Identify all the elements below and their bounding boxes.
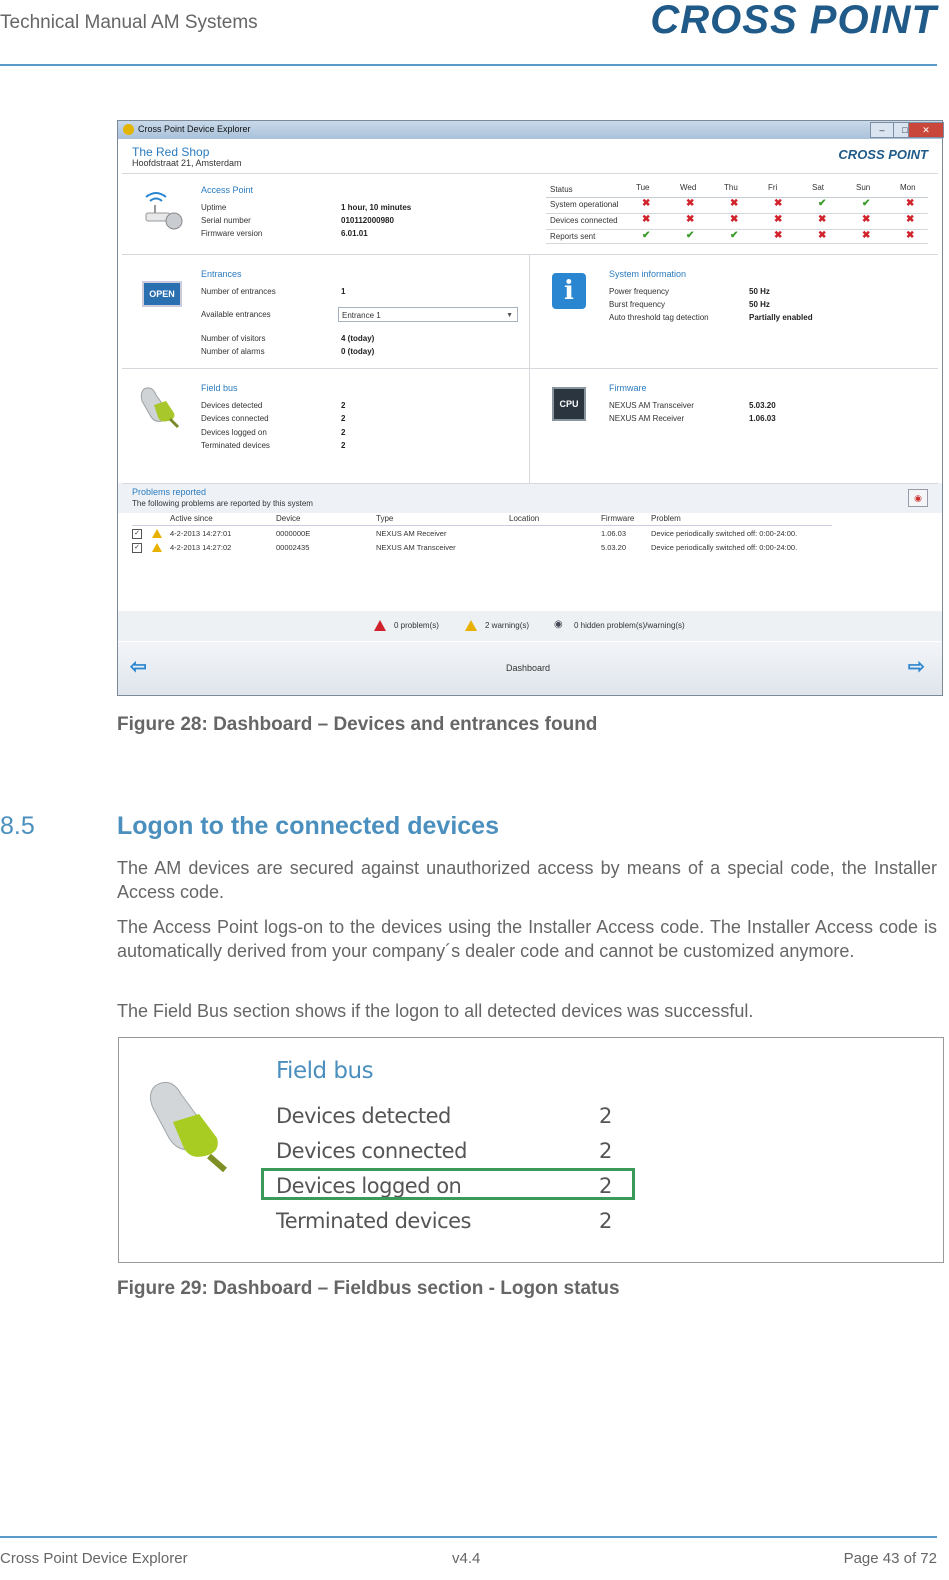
cross-icon: ✖ xyxy=(642,214,651,225)
entrances-title: Entrances xyxy=(201,269,242,279)
check-icon: ✔ xyxy=(642,230,651,241)
hide-problems-icon[interactable]: ◉ xyxy=(908,489,928,507)
window-titlebar xyxy=(118,121,942,139)
firmware-title: Firmware xyxy=(609,383,647,393)
firmware-version-value: 6.01.01 xyxy=(341,229,368,238)
cell-firmware: 5.03.20 xyxy=(601,543,627,552)
devices-logged-on-value: 2 xyxy=(341,428,346,437)
cell-device: 00002435 xyxy=(276,543,310,552)
warning-icon xyxy=(465,620,477,631)
problems-table-header xyxy=(132,513,832,526)
cross-icon: ✖ xyxy=(686,214,695,225)
status-day-fri: Fri xyxy=(768,183,778,192)
cell-type: NEXUS AM Receiver xyxy=(376,529,447,538)
cell-problem: Device periodically switched off: 0:00-24:00. xyxy=(651,543,798,552)
paragraph: The Field Bus section shows if the logon to all detected devices was successful. xyxy=(117,1001,754,1021)
divider xyxy=(122,368,938,369)
devices-detected-label: Devices detected xyxy=(201,401,263,410)
logged-on-highlight-box xyxy=(261,1168,635,1200)
hidden-eye-icon: ◉ xyxy=(554,619,563,630)
problems-header xyxy=(118,483,942,513)
terminated-devices-value: 2 xyxy=(599,1209,613,1233)
cross-icon: ✖ xyxy=(774,214,783,225)
info-icon: i xyxy=(552,273,586,309)
cross-icon: ✖ xyxy=(730,198,739,209)
status-day-sun: Sun xyxy=(856,183,871,192)
navigation-bar xyxy=(118,642,942,695)
power-frequency-value: 50 Hz xyxy=(749,287,770,296)
status-day-mon: Mon xyxy=(900,183,916,192)
window-title: Cross Point Device Explorer xyxy=(138,124,251,134)
status-row-label: Devices connected xyxy=(550,216,618,225)
auto-threshold-value: Partially enabled xyxy=(749,313,813,322)
maximize-button[interactable]: □ xyxy=(893,122,917,138)
cell-active-since: 4-2-2013 14:27:01 xyxy=(170,529,232,538)
devices-connected-label: Devices connected xyxy=(276,1139,467,1163)
minimize-button[interactable]: – xyxy=(870,122,894,138)
document-header-title: Technical Manual AM Systems xyxy=(0,12,258,33)
number-of-visitors-label: Number of visitors xyxy=(201,334,266,343)
terminated-devices-label: Terminated devices xyxy=(276,1209,471,1233)
figure-28-screenshot xyxy=(117,120,943,696)
column-device[interactable]: Device xyxy=(276,514,301,523)
status-day-thu: Thu xyxy=(724,183,738,192)
number-of-visitors-value: 4 (today) xyxy=(341,334,375,343)
open-sign-icon xyxy=(140,273,180,309)
check-icon: ✔ xyxy=(730,230,739,241)
problems-subtitle: The following problems are reported by this system xyxy=(132,499,313,508)
divider xyxy=(122,173,938,174)
cross-icon: ✖ xyxy=(774,198,783,209)
serial-number-value: 010112000980 xyxy=(341,216,394,225)
app-logo: CROSS POINT xyxy=(838,147,928,162)
auto-threshold-label: Auto threshold tag detection xyxy=(609,313,709,322)
cross-icon: ✖ xyxy=(906,214,915,225)
field-bus-title: Field bus xyxy=(201,383,238,393)
firmware-version-label: Firmware version xyxy=(201,229,263,238)
transceiver-firmware-value: 5.03.20 xyxy=(749,401,776,410)
number-of-entrances-value: 1 xyxy=(341,287,346,296)
devices-detected-label: Devices detected xyxy=(276,1104,451,1128)
entrance-select[interactable] xyxy=(338,307,518,322)
cross-icon: ✖ xyxy=(862,230,871,241)
figure-28-caption: Figure 28: Dashboard – Devices and entrances found xyxy=(117,714,598,735)
shop-name: The Red Shop xyxy=(132,145,210,159)
status-row-label: System operational xyxy=(550,200,619,209)
problems-count: 0 problem(s) xyxy=(394,621,439,630)
column-location[interactable]: Location xyxy=(509,514,540,523)
header-divider xyxy=(0,64,937,66)
cell-device: 0000000E xyxy=(276,529,311,538)
section-title: Logon to the connected devices xyxy=(117,812,499,840)
devices-logged-on-label: Devices logged on xyxy=(201,428,267,437)
paragraph: The Access Point logs-on to the devices using the Installer Access code. The Installer Access code is automatically derived from your company´s dealer code and cannot be customized anymore. xyxy=(117,917,937,961)
cell-type: NEXUS AM Transceiver xyxy=(376,543,456,552)
cross-icon: ✖ xyxy=(818,214,827,225)
footer-version: v4.4 xyxy=(452,1550,481,1567)
burst-frequency-label: Burst frequency xyxy=(609,300,666,309)
cross-icon: ✖ xyxy=(906,230,915,241)
status-day-wed: Wed xyxy=(680,183,697,192)
cell-firmware: 1.06.03 xyxy=(601,529,627,538)
figure-29-screenshot xyxy=(118,1037,944,1263)
cross-icon: ✖ xyxy=(862,214,871,225)
devices-connected-value: 2 xyxy=(599,1139,613,1163)
back-arrow-icon[interactable]: ⇦ xyxy=(130,656,147,678)
summary-bar xyxy=(118,611,942,641)
wifi-router-icon xyxy=(140,187,186,235)
hidden-count: 0 hidden problem(s)/warning(s) xyxy=(574,621,685,630)
cross-icon: ✖ xyxy=(774,230,783,241)
cpu-chip-icon: CPU xyxy=(552,387,586,421)
cross-icon: ✖ xyxy=(906,198,915,209)
divider xyxy=(122,254,938,255)
footer-left: Cross Point Device Explorer xyxy=(0,1550,188,1567)
status-row-label: Reports sent xyxy=(550,232,596,241)
close-button[interactable]: ✕ xyxy=(908,122,944,138)
app-icon xyxy=(123,124,134,135)
footer-divider xyxy=(0,1536,937,1538)
warning-icon xyxy=(152,543,162,552)
devices-connected-label: Devices connected xyxy=(201,414,269,423)
number-of-alarms-value: 0 (today) xyxy=(341,347,375,356)
table-row[interactable] xyxy=(132,541,832,555)
cross-icon: ✖ xyxy=(818,230,827,241)
burst-frequency-value: 50 Hz xyxy=(749,300,770,309)
cross-icon: ✖ xyxy=(686,198,695,209)
receiver-firmware-value: 1.06.03 xyxy=(749,414,776,423)
table-row[interactable] xyxy=(132,527,832,541)
divider xyxy=(122,483,938,484)
receiver-firmware-label: NEXUS AM Receiver xyxy=(609,414,685,423)
check-icon: ✔ xyxy=(862,198,871,209)
forward-arrow-icon[interactable]: ⇨ xyxy=(908,656,925,678)
power-frequency-label: Power frequency xyxy=(609,287,670,296)
uptime-label: Uptime xyxy=(201,203,227,212)
shop-address: Hoofdstraat 21, Amsterdam xyxy=(132,158,242,168)
open-sign-text: OPEN xyxy=(142,281,182,307)
cross-icon: ✖ xyxy=(730,214,739,225)
divider xyxy=(529,255,530,483)
footer-page-number: Page 43 of 72 xyxy=(843,1550,937,1567)
number-of-entrances-label: Number of entrances xyxy=(201,287,276,296)
terminated-devices-value: 2 xyxy=(341,441,346,450)
check-icon: ✔ xyxy=(818,198,827,209)
field-bus-title: Field bus xyxy=(276,1058,374,1084)
dashboard-label: Dashboard xyxy=(506,663,551,673)
devices-detected-value: 2 xyxy=(341,401,346,410)
transceiver-firmware-label: NEXUS AM Transceiver xyxy=(609,401,694,410)
error-icon xyxy=(374,620,386,631)
warning-icon xyxy=(152,529,162,538)
problems-title: Problems reported xyxy=(132,487,207,497)
available-entrances-label: Available entrances xyxy=(201,310,271,319)
system-information-title: System information xyxy=(609,269,687,279)
row-checkbox[interactable]: ✓ xyxy=(132,543,142,553)
column-active-since[interactable]: Active since xyxy=(170,514,213,523)
serial-number-label: Serial number xyxy=(201,216,251,225)
connector-plug-icon xyxy=(140,383,184,431)
column-type[interactable]: Type xyxy=(376,514,394,523)
cell-active-since: 4-2-2013 14:27:02 xyxy=(170,543,232,552)
paragraph: The AM devices are secured against unauthorized access by means of a special code, the Installer Access code. xyxy=(117,858,937,902)
status-day-sat: Sat xyxy=(812,183,825,192)
column-problem[interactable]: Problem xyxy=(651,514,681,523)
cell-problem: Device periodically switched off: 0:00-24:00. xyxy=(651,529,798,538)
access-point-title: Access Point xyxy=(201,185,254,195)
chevron-down-icon: ▼ xyxy=(506,312,513,319)
devices-logged-on-label: Devices logged on xyxy=(276,1174,462,1198)
devices-logged-on-value: 2 xyxy=(599,1174,613,1198)
number-of-alarms-label: Number of alarms xyxy=(201,347,265,356)
entrance-select-value: Entrance 1 xyxy=(342,311,381,320)
row-checkbox[interactable]: ✓ xyxy=(132,529,142,539)
devices-connected-value: 2 xyxy=(341,414,346,423)
column-firmware[interactable]: Firmware xyxy=(601,514,635,523)
figure-29-caption: Figure 29: Dashboard – Fieldbus section - Logon status xyxy=(117,1278,620,1299)
divider xyxy=(546,243,928,244)
terminated-devices-label: Terminated devices xyxy=(201,441,270,450)
cross-point-logo: CROSS POINT xyxy=(650,0,937,42)
devices-detected-value: 2 xyxy=(599,1104,613,1128)
warnings-count: 2 warning(s) xyxy=(485,621,530,630)
status-day-tue: Tue xyxy=(636,183,650,192)
status-table xyxy=(546,181,928,243)
section-number: 8.5 xyxy=(0,812,35,840)
check-icon: ✔ xyxy=(686,230,695,241)
connector-plug-icon xyxy=(147,1076,233,1177)
uptime-value: 1 hour, 10 minutes xyxy=(341,203,412,212)
cross-icon: ✖ xyxy=(642,198,651,209)
status-header: Status xyxy=(550,185,573,194)
